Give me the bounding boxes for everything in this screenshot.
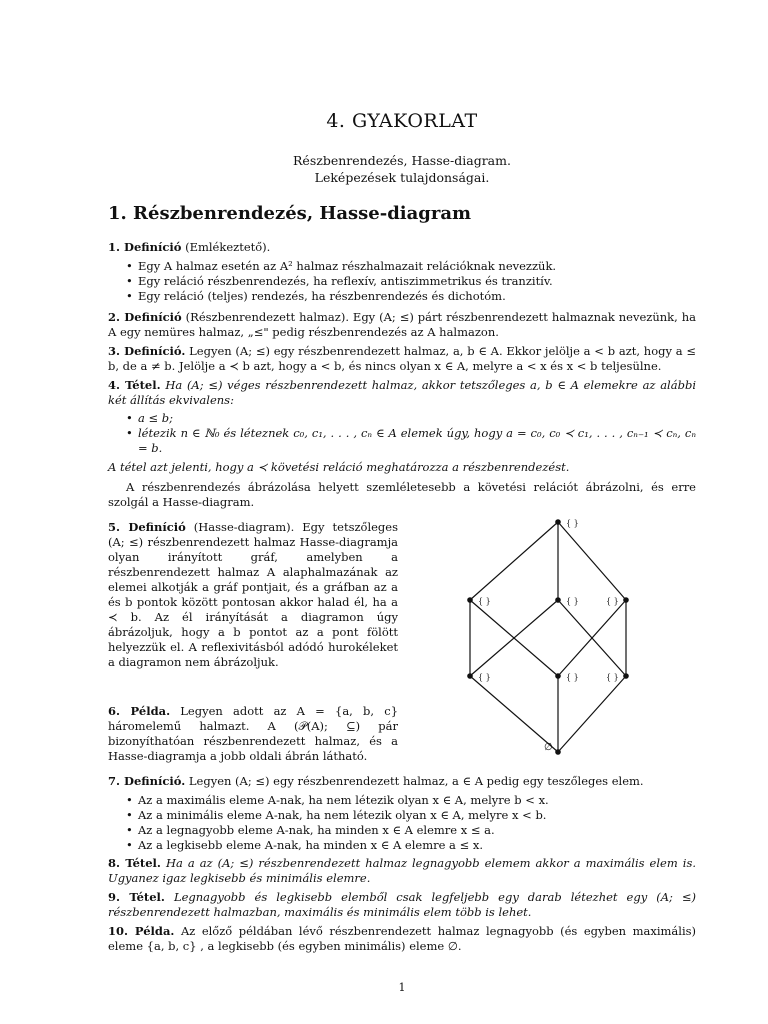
definition-7 (108, 774, 696, 853)
list-item: • Egy A halmaz esetén az A² halmaz részhalmazait relációknak nevezzük. (138, 259, 696, 274)
list-item: • Az a legnagyobb eleme A-nak, ha minden x ∈ A elemre x ≤ a. (138, 823, 696, 838)
definition-3-text: Legyen (A; ≤) egy részbenrendezett halmaz, a, b ∈ A. Ekkor jelölje a < b azt, hogy a ≤ b, de a ≠ b. Jelölje a ≺ b azt, hogy a < b, és nincs olyan x ∈ A, melyre a < x és x < b teljesülne. (108, 344, 697, 373)
theorem-4-label: 4. Tétel. (108, 378, 161, 392)
subtitle-line-1: Részbenrendezés, Hasse-diagram. (293, 153, 511, 168)
definition-5-label: 5. Definíció (108, 520, 186, 534)
list-item: • a ≤ b; (138, 411, 696, 426)
page-subtitle (108, 152, 696, 186)
label-mid-right: { } (606, 597, 619, 606)
edge (470, 522, 558, 600)
label-low-center: { } (566, 673, 579, 682)
node-top (555, 519, 561, 525)
example-10-text: Az előző példában lévő részbenrendezett halmaz legnagyobb (és egyben maximális) eleme {a, b, c} , a legkisebb (és egyben minimális) eleme ∅. (108, 924, 697, 953)
node-mid-right (623, 597, 629, 603)
definition-7-label: 7. Definíció. (108, 774, 186, 788)
definition-2-label: 2. Definíció (108, 310, 182, 324)
theorem-8 (108, 856, 696, 886)
list-item: • Az a legkisebb eleme A-nak, ha minden x ∈ A elemre a ≤ x. (138, 838, 696, 853)
definition-1-label: 1. Definíció (108, 240, 182, 254)
label-mid-center: { } (566, 597, 579, 606)
label-top: { } (566, 519, 579, 528)
node-low-center (555, 673, 561, 679)
diagram-labels (478, 519, 619, 753)
theorem-9-text: Legnagyobb és legkisebb elemből csak legfeljebb egy darab létezhet egy (A; ≤) részbenrendezett halmazban, maximális és minimális elem több is lehet. (108, 890, 697, 919)
definition-1-list (108, 259, 696, 304)
definition-2 (108, 310, 696, 340)
list-item: • Egy reláció részbenrendezés, ha reflexív, antiszimmetrikus és tranzitív. (138, 274, 696, 289)
label-low-right: { } (606, 673, 619, 682)
definition-5 (108, 520, 398, 670)
node-mid-center (555, 597, 561, 603)
definition-7-text: Legyen (A; ≤) egy részbenrendezett halmaz, a ∈ A pedig egy teszőleges elem. (188, 774, 644, 788)
theorem-4-remark: A tétel azt jelenti, hogy a ≺ követési reláció meghatározza a részbenrendezést. (108, 460, 570, 474)
example-6 (108, 704, 398, 764)
theorem-8-text: Ha a az (A; ≤) részbenrendezett halmaz legnagyobb elemem akkor a maximális elem is. Ugyanez igaz legkisebb és minimális elemre. (108, 856, 696, 885)
definition-2-text: (Részbenrendezett halmaz). Egy (A; ≤) párt részbenrendezett halmaznak nevezünk, ha A egy nemüres halmaz, „≤" pedig részbenrendezés az A halmazon. (108, 310, 696, 339)
edge (558, 522, 626, 600)
definition-7-list (108, 793, 696, 853)
hasse-intro-paragraph: A részbenrendezés ábrázolása helyett szemléletesebb a követési relációt ábrázolni, és erre szolgál a Hasse-diagram. (108, 480, 696, 509)
page-number: 1 (398, 981, 406, 994)
theorem-9-label: 9. Tétel. (108, 890, 165, 904)
label-mid-left: { } (478, 597, 491, 606)
example-6-text: Legyen adott az A = {a, b, c} háromelemű halmazt. A (𝒫(A); ⊆) pár bizonyíthatóan részbenrendezett halmaz, és a Hasse-diagramja a jobb oldali ábrán látható. (108, 704, 399, 763)
example-6-label: 6. Példa. (108, 704, 171, 718)
hasse-diagram (458, 516, 658, 760)
definition-3 (108, 344, 696, 374)
label-low-left: { } (478, 673, 491, 682)
definition-3-label: 3. Definíció. (108, 344, 186, 358)
diagram-edges (470, 522, 626, 752)
list-item: • létezik n ∈ ℕ₀ és léteznek c₀, c₁, . . . , cₙ ∈ A elemek úgy, hogy a = c₀, c₀ ≺ c₁, . . . , cₙ₋₁ ≺ cₙ, cₙ = b. (138, 426, 696, 456)
example-10-label: 10. Példa. (108, 924, 175, 938)
theorem-4 (108, 378, 696, 475)
node-low-right (623, 673, 629, 679)
definition-1 (108, 240, 696, 304)
list-item: • Az a maximális eleme A-nak, ha nem létezik olyan x ∈ A, melyre b < x. (138, 793, 696, 808)
theorem-8-label: 8. Tétel. (108, 856, 161, 870)
node-low-left (467, 673, 473, 679)
list-item: • Az a minimális eleme A-nak, ha nem létezik olyan x ∈ A, melyre x < b. (138, 808, 696, 823)
subtitle-line-2: Leképezések tulajdonságai. (314, 170, 490, 185)
theorem-4-text: Ha (A; ≤) véges részbenrendezett halmaz, akkor tetszőleges a, b ∈ A elemekre az alábbi két állítás ekvivalens: (108, 378, 696, 407)
definition-5-text: (Hasse-diagram). Egy tetszőleges (A; ≤) részbenrendezett halmaz Hasse-diagramja olyan irányított gráf, amelyben a részbenrendezett halmaz A alaphalmazának az elemei alkotják a gráf pontjait, és a gráfban az a és b pontok között pontosan akkor halad él, ha a ≺ b. Az él irányítását a diagramon úgy ábrázoljuk, hogy a b pontot az a pont fölött helyezzük el. A reflexivitásból adódó hurokéleket a diagramon nem ábrázoljuk. (108, 520, 399, 669)
diagram-nodes (467, 519, 629, 755)
theorem-9 (108, 890, 696, 920)
list-item: • Egy reláció (teljes) rendezés, ha részbenrendezés és dichotóm. (138, 289, 696, 304)
edge (558, 676, 626, 752)
theorem-4-list (108, 411, 696, 456)
page-title: 4. GYAKORLAT (326, 110, 478, 132)
example-10 (108, 924, 696, 954)
definition-1-note: (Emlékeztető). (185, 240, 271, 254)
section-heading: 1. Részbenrendezés, Hasse-diagram (108, 203, 472, 224)
node-bottom (555, 749, 561, 755)
label-bottom: ∅ (544, 742, 553, 753)
node-mid-left (467, 597, 473, 603)
edge (470, 676, 558, 752)
